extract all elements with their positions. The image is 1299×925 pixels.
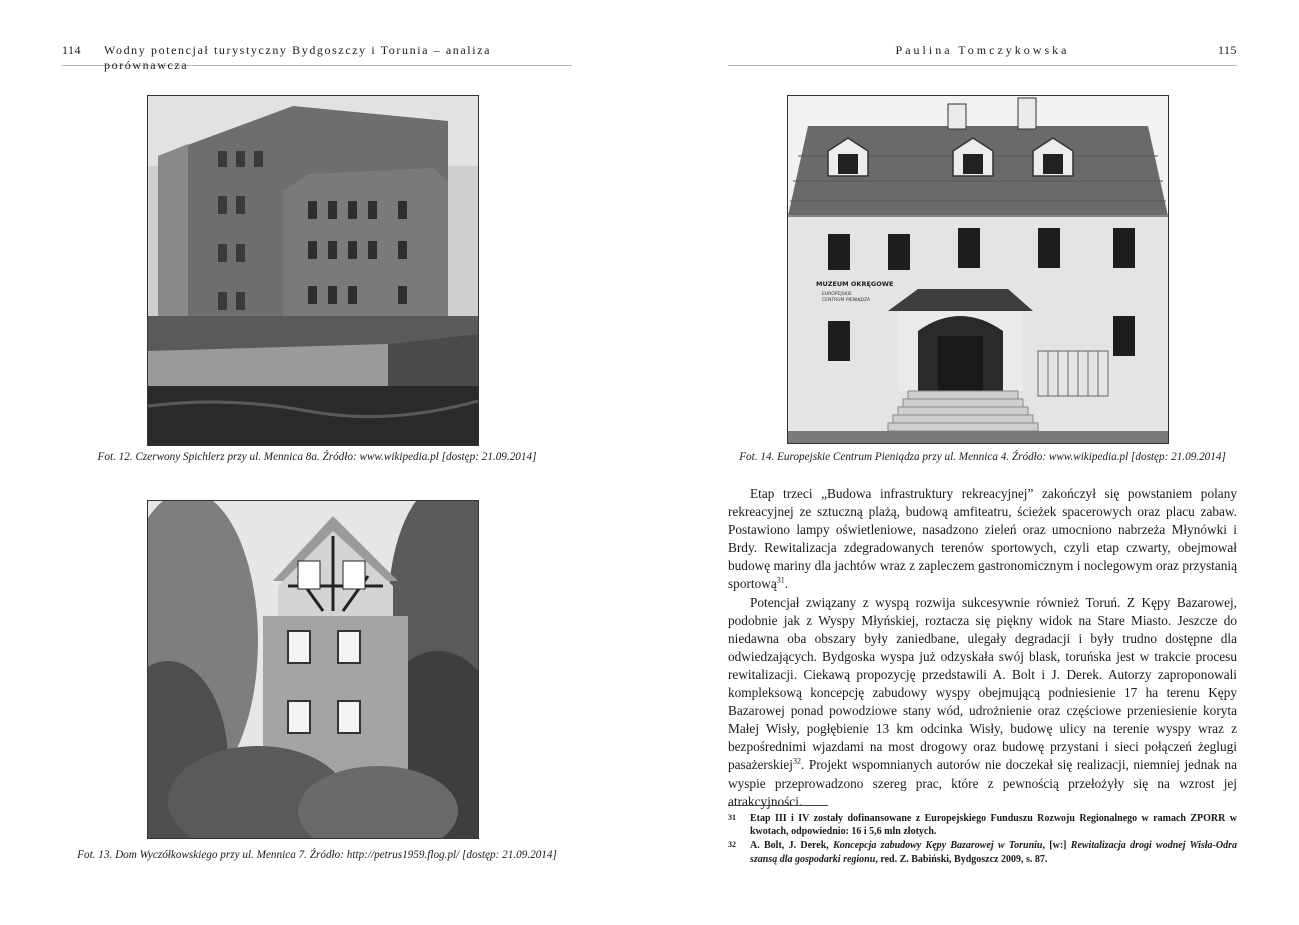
footnote-32-mid: , [w:]: [1042, 840, 1071, 852]
footnote-31-text: Etap III i IV zostały dofinansowane z Europejskiego Funduszu Rozwoju Regionalnego w ramach ZPORR w kwotach, odpowiednio: 16 i 5,6 mln złotych.: [750, 813, 1237, 838]
paragraph-1-text: Etap trzeci „Budowa infrastruktury rekreacyjnej” zakończył się powstaniem polany rekreacyjnej ze sztuczną plażą, budową amfiteatru, ścieżek spacerowych oraz placu zabaw. Postawiono lampy oświetleniowe, nasadzono zieleń oraz umocniono nabrzeża Młynówki i Brdy. Rewitalizacja zdegradowanych terenów sportowych, czyli etap czwarty, obejmował budowę mariny dla jachtów wraz z zapleczem gastronomicznym i noclegowym oraz przystanią sportową: [728, 486, 1237, 592]
footnote-31-number: 31: [728, 813, 736, 822]
left-running-title: Wodny potencjał turystyczny Bydgoszczy i Torunia – analiza porównawcza: [104, 43, 492, 72]
footnote-32-authors: A. Bolt, J. Derek,: [750, 840, 834, 852]
photo-14-sign-line-1: MUZEUM OKRĘGOWE: [816, 280, 894, 288]
footnote-32-number: 32: [728, 840, 736, 850]
photo-13-wyczolkowski-house: [147, 500, 479, 839]
right-running-author: Paulina Tomczykowska: [895, 43, 1070, 57]
footnote-31: [728, 812, 1237, 838]
right-page-number: 115: [1217, 43, 1237, 57]
left-running-header: [62, 43, 572, 72]
photo-14-sign-line-3: CENTRUM PIENIĄDZA: [822, 298, 871, 303]
footnote-ref-32: 32: [792, 756, 801, 766]
photo-12-red-granary: [147, 95, 479, 446]
right-page: [650, 0, 1299, 925]
paragraph-1-end: .: [784, 576, 789, 592]
photo-12-caption: Fot. 12. Czerwony Spichlerz przy ul. Mennica 8a. Źródło: www.wikipedia.pl [dostęp: 21.09.2014]: [97, 451, 537, 463]
left-page-number: 114: [62, 43, 82, 57]
photo-14-caption: Fot. 14. Europejskie Centrum Pieniądza przy ul. Mennica 4. Źródło: www.wikipedia.pl [dostęp: 21.09.2014]: [739, 451, 1226, 463]
footnote-separator: [728, 805, 828, 806]
footnote-32-title: Koncepcja zabudowy Kępy Bazarowej w Toruniu: [833, 840, 1043, 852]
photo-14-money-centre: [787, 95, 1169, 444]
photo-13-caption: Fot. 13. Dom Wyczółkowskiego przy ul. Mennica 7. Źródło: http://petrus1959.flog.pl/ [dostęp: 21.09.2014]: [77, 849, 557, 861]
paragraph-2-text: Potencjał związany z wyspą rozwija sukcesywnie również Toruń. Z Kępy Bazarowej, podobnie jak z Wyspy Młyńskiej, roztacza się piękny widok na Stare Miasto. Jeszcze do niedawna oba obszary były zaniedbane, ulegały degradacji i były trudno dostępne dla odwiedzających. Bydgoska wyspa już odzyskała swój blask, toruńska jest w trakcie procesu rewitalizacji. Ciekawą propozycję przedstawili A. Bolt i J. Derek. Autorzy zaproponowali kompleksową koncepcję zabudowy wyspy obejmującą podniesienie 17 ha terenu Kępy Bazarowej ponad powodziowe stany wód, udrożnienie oraz częściowe przeniesienie koryta Małej Wisły, pogłębienie 13 km odcinka Wisły, budowę ulicy na terenie wyspy wraz z bezpośrednimi wjazdami na most drogowy oraz budowę przystani i sieci połączeń żeglugi pasażerskiej: [728, 594, 1237, 773]
right-running-header: [728, 43, 1237, 66]
footnote-32-tail: , red. Z. Babiński, Bydgoszcz 2009, s. 87.: [875, 853, 1048, 865]
paragraph-2: [728, 594, 1237, 811]
footnote-ref-31: 31: [776, 576, 785, 586]
paragraph-2-end: . Projekt wspomnianych autorów nie doczekał się realizacji, niemniej jednak na wyspie przeprowadzono szereg prac, które z pewnością przełożyły się na wzrost jej atrakcyjności.: [728, 757, 1237, 809]
paragraph-1: [728, 485, 1237, 594]
footnote-32: [728, 839, 1237, 865]
photo-14-sign-line-2: EUROPEJSKIE: [822, 292, 852, 297]
footnotes: [728, 812, 1237, 867]
main-text: [728, 485, 1237, 811]
footnote-32-book: Rewitalizacja drogi wodnej Wisła-Odra szansą dla gospodarki regionu: [750, 840, 1237, 865]
